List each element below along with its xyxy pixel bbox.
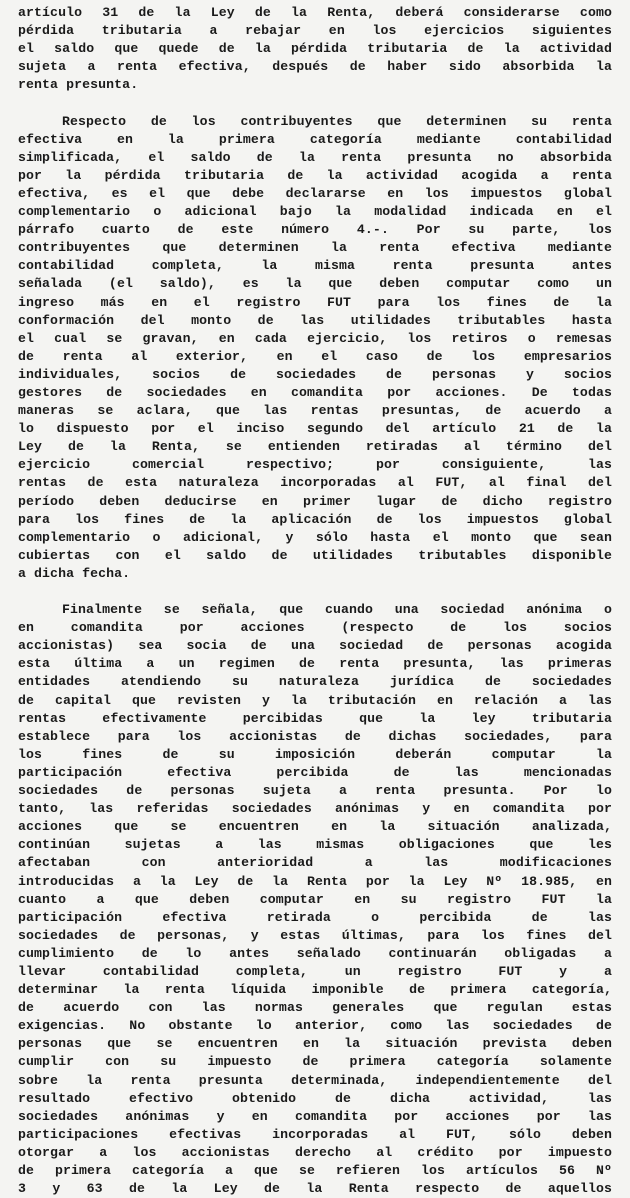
text-line: cubiertas con el saldo de utilidades tributables disponible bbox=[18, 547, 612, 563]
text-line: efectiva, es el que debe declararse en los impuestos global bbox=[18, 185, 612, 201]
text-line: sobre la renta presunta determinada, independientemente del bbox=[18, 1072, 612, 1088]
paragraph-3 bbox=[18, 601, 612, 1198]
paragraph-2 bbox=[18, 113, 612, 583]
text-line: efectiva en la primera categoría mediante contabilidad bbox=[18, 131, 612, 147]
text-line: por la pérdida tributaria de la actividad acogida a renta bbox=[18, 167, 612, 183]
text-line: pérdida tributaria a rebajar en los ejercicios siguientes bbox=[18, 23, 612, 39]
text-line: cuanto a que deben computar en su registro FUT la bbox=[18, 891, 612, 907]
text-line: participaciones efectivas incorporadas al FUT, sólo deben bbox=[18, 1126, 612, 1142]
text-line: llevar contabilidad completa, un registro FUT y a bbox=[18, 963, 612, 979]
text-line: complementario o adicional, y sólo hasta el monto que sean bbox=[18, 529, 612, 545]
text-line: cumplir con su impuesto de primera categoría solamente bbox=[18, 1054, 612, 1070]
text-line: de primera categoría a que se refieren los artículos 56 Nº bbox=[18, 1163, 612, 1178]
text-line: el cual se gravan, en cada ejercicio, los retiros o remesas bbox=[18, 330, 612, 346]
text-line: en comandita por acciones (respecto de los socios bbox=[18, 620, 612, 636]
text-line: renta presunta. bbox=[18, 77, 139, 93]
paragraph-gap bbox=[18, 94, 612, 112]
text-line: esta última a un regimen de renta presunta, las primeras bbox=[18, 656, 612, 672]
text-line: individuales, socios de sociedades de personas y socios bbox=[18, 366, 612, 382]
text-line: señalada (el saldo), es la que deben computar como un bbox=[18, 276, 612, 292]
text-line: para los fines de la aplicación de los impuestos global bbox=[18, 511, 612, 527]
text-line: Finalmente se señala, que cuando una sociedad anónima o bbox=[62, 602, 612, 618]
text-line: sujeta a renta efectiva, después de haber sido absorbida la bbox=[18, 59, 612, 75]
text-line: Respecto de los contribuyentes que determinen su renta bbox=[62, 113, 612, 129]
text-line: exigencias. No obstante lo anterior, como las sociedades de bbox=[18, 1018, 612, 1034]
text-line: cumplimiento de lo antes señalado continuarán obligadas a bbox=[18, 945, 612, 961]
paragraph-gap bbox=[18, 583, 612, 601]
text-line: de capital que revisten y la tributación en relación a las bbox=[18, 692, 612, 708]
text-line: simplificada, el saldo de la renta presunta no absorbida bbox=[18, 149, 612, 165]
text-line: resultado efectivo obtenido de dicha actividad, las bbox=[18, 1090, 612, 1106]
text-line: de acuerdo con las normas generales que regulan estas bbox=[18, 1000, 612, 1016]
text-line: personas que se encuentren en la situación prevista deben bbox=[18, 1036, 612, 1052]
text-line: determinar la renta líquida imponible de primera categoría, bbox=[18, 982, 612, 998]
text-line: maneras se aclara, que las rentas presuntas, de acuerdo a bbox=[18, 403, 612, 419]
text-line: conformación del monto de las utilidades tributables hasta bbox=[18, 312, 612, 328]
text-line: ejercicio comercial respectivo; por consiguiente, las bbox=[18, 457, 612, 473]
text-line: a dicha fecha. bbox=[18, 565, 131, 581]
text-line: entidades atendiendo su naturaleza jurídica de sociedades bbox=[18, 674, 612, 690]
text-line: 3 y 63 de la Ley de la Renta respecto de aquellos bbox=[18, 1181, 612, 1197]
text-line: gestores de sociedades en comandita por acciones. De todas bbox=[18, 384, 612, 400]
text-line: acciones que se encuentren en la situación analizada, bbox=[18, 819, 612, 835]
text-line: otorgar a los accionistas derecho al crédito por impuesto bbox=[18, 1144, 612, 1160]
text-line: período deben deducirse en primer lugar de dicho registro bbox=[18, 493, 612, 509]
text-line: el saldo que quede de la pérdida tributaria de la actividad bbox=[18, 41, 612, 57]
text-line: contabilidad completa, la misma renta presunta antes bbox=[18, 258, 612, 274]
text-line: afectaban con anterioridad a las modificaciones bbox=[18, 855, 612, 871]
text-line: accionistas) sea socia de una sociedad de personas acogida bbox=[18, 638, 612, 654]
text-line: establece para los accionistas de dichas sociedades, para bbox=[18, 728, 612, 744]
document-page bbox=[18, 4, 612, 1198]
text-line: introducidas a la Ley de la Renta por la Ley Nº 18.985, en bbox=[18, 873, 612, 889]
text-line: complementario o adicional bajo la modalidad indicada en el bbox=[18, 204, 612, 220]
text-line: de renta al exterior, en el caso de los empresarios bbox=[18, 348, 612, 364]
text-line: los fines de su imposición deberán computar la bbox=[18, 746, 612, 762]
text-line: continúan sujetas a las mismas obligaciones que les bbox=[18, 837, 612, 853]
text-line: participación efectiva percibida de las mencionadas bbox=[18, 764, 612, 780]
text-line: párrafo cuarto de este número 4.-. Por su parte, los bbox=[18, 222, 612, 238]
text-line: lo dispuesto por el inciso segundo del artículo 21 de la bbox=[18, 421, 612, 437]
text-line: tanto, las referidas sociedades anónimas y en comandita por bbox=[18, 801, 612, 817]
text-line: sociedades de personas, y estas últimas, para los fines del bbox=[18, 927, 612, 943]
text-line: participación efectiva retirada o percibida de las bbox=[18, 909, 612, 925]
text-line: ingreso más en el registro FUT para los fines de la bbox=[18, 294, 612, 310]
text-line: Ley de la Renta, se entienden retiradas al término del bbox=[18, 439, 612, 455]
text-line: contribuyentes que determinen la renta efectiva mediante bbox=[18, 240, 612, 256]
text-line: sociedades anónimas y en comandita por acciones por las bbox=[18, 1108, 612, 1124]
paragraph-1 bbox=[18, 4, 612, 94]
text-line: sociedades de personas sujeta a renta presunta. Por lo bbox=[18, 783, 612, 799]
text-line: artículo 31 de la Ley de la Renta, deberá considerarse como bbox=[18, 5, 612, 20]
text-line: rentas efectivamente percibidas que la ley tributaria bbox=[18, 710, 612, 726]
text-line: rentas de esta naturaleza incorporadas al FUT, al final del bbox=[18, 475, 612, 491]
